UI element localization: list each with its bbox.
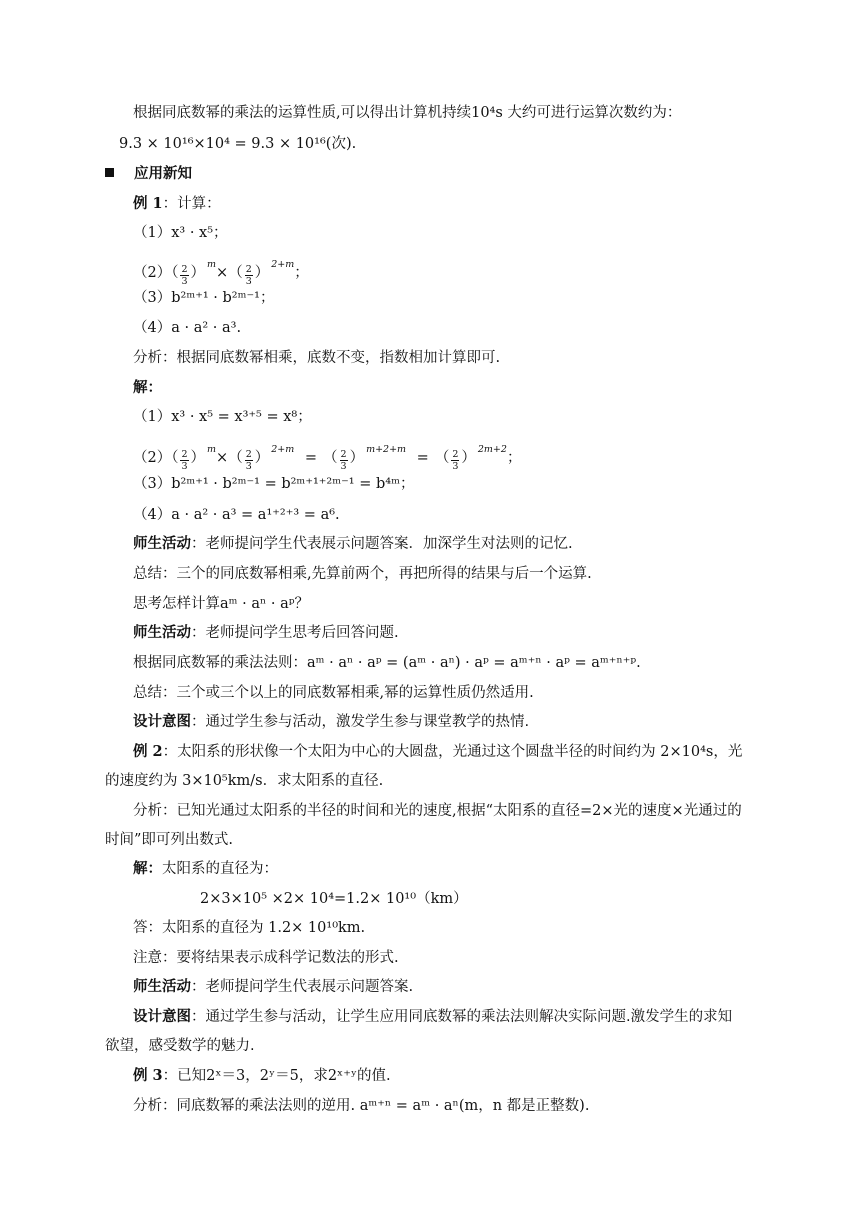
fraction-denominator: 3: [245, 276, 252, 287]
fraction-denominator: 3: [181, 461, 188, 472]
example-2-line-1: [133, 742, 742, 762]
times-sign: ×（: [216, 450, 243, 466]
solution-text: 太阳系的直径为：: [162, 861, 278, 877]
answer: 答：太阳系的直径为 1.2× 10¹⁰km.: [133, 920, 366, 936]
section-title: 应用新知: [134, 165, 192, 182]
q2-close-paren: ）: [254, 265, 270, 281]
s2-tail: ；: [506, 450, 522, 466]
fraction-denominator: 3: [245, 461, 252, 472]
example-1-heading: [133, 194, 221, 214]
paragraph-intro: 根据同底数幂的乘法的运算性质,可以得出计算机持续10⁴s 大约可进行运算次数约为：: [133, 105, 682, 121]
analysis-2-line-2: 时间”即可列出数式.: [105, 832, 234, 848]
solution-3: （3）b²ᵐ⁺¹ · b²ᵐ⁻¹ = b²ᵐ⁺¹⁺²ᵐ⁻¹ = b⁴ᵐ；: [133, 476, 415, 492]
fraction: [340, 449, 348, 472]
summary-2: 总结：三个或三个以上的同底数幂相乘,幂的运算性质仍然适用.: [133, 685, 534, 701]
design-label: 设计意图: [133, 1008, 191, 1025]
activity-label: 师生活动: [133, 624, 191, 641]
activity-2: [133, 623, 399, 643]
design-label: 设计意图: [133, 713, 191, 730]
s2-close-paren: ）: [254, 450, 270, 466]
analysis-1: 分析：根据同底数幂相乘，底数不变，指数相加计算即可.: [133, 350, 501, 366]
fraction: [451, 449, 459, 472]
fraction-numerator: 2: [245, 264, 252, 275]
fraction-denominator: 3: [452, 461, 459, 472]
example-2-line-2: 的速度约为 3×10⁵km/s．求太阳系的直径.: [105, 773, 384, 789]
design-text: ：通过学生参与活动，激发学生参与课堂教学的热情.: [191, 714, 530, 730]
think-question: 思考怎样计算aᵐ · aⁿ · aᵖ？: [133, 596, 310, 612]
solution-2-heading: [133, 859, 278, 879]
square-bullet-icon: [105, 168, 114, 177]
fraction-denominator: 3: [181, 276, 188, 287]
solution-4: （4）a · a² · a³ = a¹⁺²⁺³ = a⁶.: [133, 507, 340, 523]
exponent: 2+m: [271, 444, 295, 455]
fraction: [245, 264, 253, 287]
q2-open-paren: （2）（: [133, 265, 179, 281]
example-3-label: 例 3: [133, 1067, 163, 1084]
activity-label: 师生活动: [133, 978, 191, 995]
design-2-line-2: 欲望，感受数学的魅力.: [105, 1038, 255, 1054]
fraction-denominator: 3: [340, 461, 347, 472]
note: 注意：要将结果表示成科学记数法的形式.: [133, 950, 399, 966]
s2-open-paren: （2）（: [133, 450, 179, 466]
equals-sign: =: [304, 450, 318, 466]
s2-close-paren: ）: [190, 450, 206, 466]
question-3: （3）b²ᵐ⁺¹ · b²ᵐ⁻¹；: [133, 290, 275, 306]
question-1: （1）x³ · x⁵；: [133, 225, 228, 241]
fraction-numerator: 2: [181, 264, 188, 275]
activity-text: ：老师提问学生代表展示问题答案．加深学生对法则的记忆.: [191, 536, 573, 552]
solution-label: 解：: [133, 860, 162, 877]
solution-1: （1）x³ · x⁵ = x³⁺⁵ = x⁸；: [133, 409, 312, 425]
q2-close-paren: ）: [190, 265, 206, 281]
analysis-2-line-1: 分析：已知光通过太阳系的半径的时间和光的速度,根据“太阳系的直径=2×光的速度×光通过的: [133, 803, 742, 819]
activity-3: [133, 977, 413, 997]
example-1-text: ：计算：: [162, 196, 221, 212]
question-2: [133, 255, 309, 287]
example-3: [133, 1066, 391, 1086]
section-heading: [105, 164, 192, 184]
solution-2: （2）（ $\frac{2}{3}$ ）$^m$×（ $\frac{2}{3}$ ）$^{2+m}$ = （ $\frac{2}{3}$ ）$^{m+2+m}$ = （ $\frac{2}{3}$ ）$^{2m+2}$；: [133, 444, 522, 472]
calculation: 2×3×10⁵ ×2× 10⁴=1.2× 10¹⁰（km）: [200, 891, 468, 907]
design-text: ：通过学生参与活动，让学生应用同底数幂的乘法法则解决实际问题.激发学生的求知: [191, 1009, 733, 1025]
s2-close-paren: ）: [349, 450, 365, 466]
exponent: m: [207, 259, 217, 270]
s2-close-paren: ）: [461, 450, 476, 466]
exponent: m: [207, 444, 217, 455]
fraction-numerator: 2: [181, 449, 188, 460]
example-3-text: ：已知2ˣ＝3，2ʸ＝5，求2ˣ⁺ʸ的值.: [162, 1068, 391, 1084]
activity-text: ：老师提问学生思考后回答问题.: [191, 625, 399, 641]
design-2-line-1: [133, 1007, 732, 1027]
example-2-label: 例 2: [133, 743, 163, 760]
activity-1: [133, 534, 573, 554]
fraction-numerator: 2: [340, 449, 347, 460]
equals-sign: =: [416, 450, 429, 466]
fraction: [180, 449, 188, 472]
example-2-text: ：太阳系的形状像一个太阳为中心的大圆盘，光通过这个圆盘半径的时间约为 2×10⁴s，光: [162, 744, 743, 760]
design-1: [133, 712, 529, 732]
fraction-numerator: 2: [452, 449, 459, 460]
summary-1: 总结：三个的同底数幂相乘,先算前两个，再把所得的结果与后一个运算.: [133, 566, 592, 582]
exponent: 2+m: [271, 259, 295, 270]
example-1-label: 例 1: [133, 195, 163, 212]
exponent: 2m+2: [477, 444, 507, 455]
fraction: [180, 264, 188, 287]
solution-label: 解：: [133, 379, 162, 396]
activity-label: 师生活动: [133, 535, 191, 552]
rule-statement: 根据同底数幂的乘法法则：aᵐ · aⁿ · aᵖ = (aᵐ · aⁿ) · aᵖ = aᵐ⁺ⁿ · aᵖ = aᵐ⁺ⁿ⁺ᵖ.: [133, 655, 641, 671]
exponent: m+2+m: [366, 444, 407, 455]
fraction-numerator: 2: [245, 449, 252, 460]
times-sign: ×（: [216, 265, 243, 281]
fraction: [245, 449, 253, 472]
activity-text: ：老师提问学生代表展示问题答案.: [191, 979, 414, 995]
equation-ops: 9.3 × 10¹⁶×10⁴ = 9.3 × 10¹⁶(次).: [119, 136, 357, 152]
q2-tail: ；: [294, 265, 309, 281]
analysis-3: 分析：同底数幂的乘法法则的逆用. aᵐ⁺ⁿ = aᵐ · aⁿ(m，n 都是正整数).: [133, 1098, 590, 1114]
question-4: （4）a · a² · a³.: [133, 320, 242, 336]
